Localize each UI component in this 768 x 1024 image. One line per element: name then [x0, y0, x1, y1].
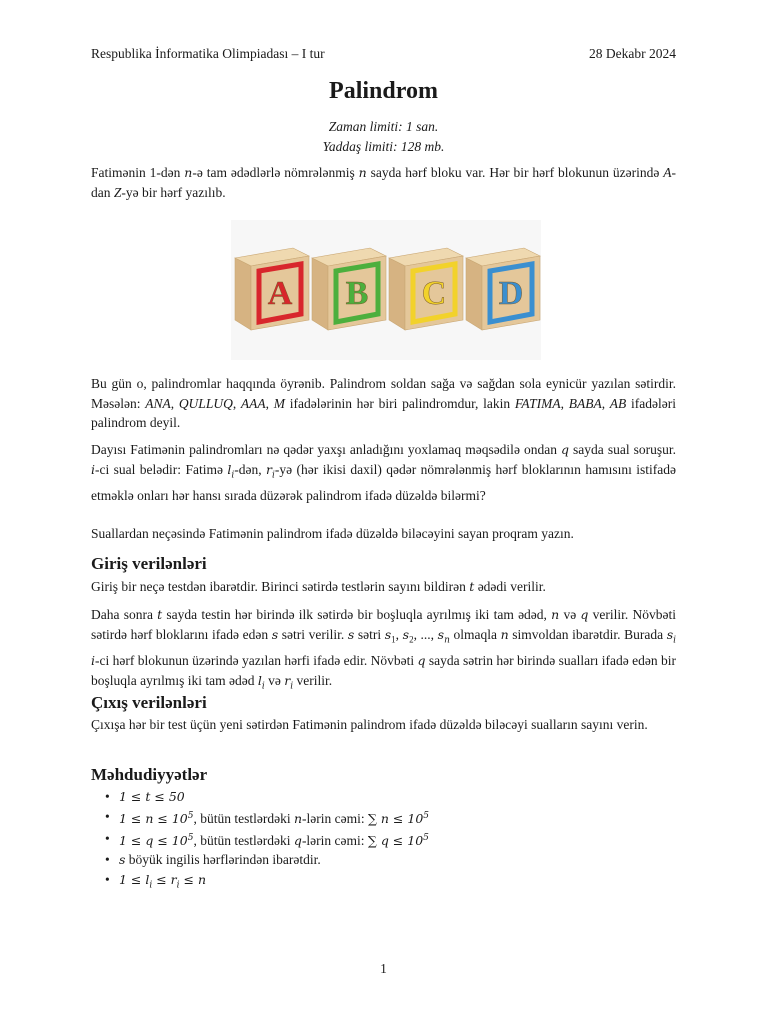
input-paragraph-2: Daha sonra t sayda testin hər birində ilk sətirdə bir boşluqla ayrılmış iki tam ədəd, n və q verilir. Növbəti sətirdə hərf bloklarını ifadə edən s sətri verilir. s sətri $s_1$, $s_2$, ..., $s_n$ olmaqla n simvoldan ibarətdir. Burada $s_i$ i-ci hərf blokunun üzərində yazılan hərfi ifadə edir. Növbəti q sayda sətrin hər birində sualları ifadə edən bir boşluqla ayrılmış iki tam ədəd $l_i$ və $r_i$ verilir.	[91, 607, 676, 692]
block-letter: A	[267, 275, 293, 312]
question-paragraph: Dayısı Fatimənin palindromları nə qədər yaxşı anladığını yoxlamaq məqsədilə ondan q sayda sual soruşur. i-ci sual belədir: Fatimə $l_i$-dən, $r_i-yə$ (hər ikisi daxil) qədər nömrələnmiş hərf bloklarının hamısını istifadə etməklə onları hər hansı sırada düzərək palindrom ifadə düzəldə bilərmi?	[91, 442, 676, 503]
constraint-n: • $1 \le n \le 10^5$, bütün testlərdəki n-lərin cəmi: ∑ $n \le 10^5$	[91, 807, 676, 829]
task-paragraph: Suallardan neçəsində Fatimənin palindrom ifadə düzəldə biləcəyini sayan proqram yazın.	[91, 526, 574, 541]
block-letter: B	[345, 275, 369, 312]
page-header	[91, 46, 676, 62]
problem-title: Palindrom	[329, 78, 438, 104]
output-heading: Çıxış verilənləri	[91, 693, 207, 712]
memory-limit: Yaddaş limiti: 128 mb.	[322, 139, 445, 154]
intro-paragraph: Fatimənin 1-dən n-ə tam ədədlərlə nömrələnmiş n sayda hərf bloku var. Hər bir hərf blokunun üzərində A-dan Z-yə bir hərf yazılıb.	[91, 165, 677, 200]
constraints-heading: Məhdudiyyətlər	[91, 765, 208, 784]
block-letter: C	[421, 275, 447, 312]
abcd-blocks-image	[231, 220, 541, 360]
output-paragraph: Çıxışa hər bir test üçün yeni sətirdən Fatimənin palindrom ifadə düzəldə biləcəyi sualların sayını verin.	[91, 717, 648, 732]
palindrome-definition: Bu gün o, palindromlar haqqında öyrənib. Palindrom soldan sağa və sağdan sola eynicür yazılan sətirdir. Məsələn: ANA, QULLUQ, AAA, M ifadələrinin hər biri palindromdur, lakin FATIMA, BABA, AB ifadələri palindrom deyil.	[91, 376, 676, 431]
block-b	[312, 248, 386, 330]
constraint-l-r: • $1 \le l_i \le r_i \le n$	[91, 870, 676, 896]
constraints-list	[91, 787, 676, 896]
input-paragraph-1: Giriş bir neçə testdən ibarətdir. Birinci sətirdə testlərin sayını bildirən t ədədi verilir.	[91, 579, 546, 594]
header-left: Respublika İnformatika Olimpiadası – I tur	[91, 46, 325, 61]
constraint-t: • 1 ≤ t ≤ 50	[91, 787, 676, 807]
page-number: 1	[380, 961, 387, 976]
block-a	[235, 248, 309, 330]
time-limit: Zaman limiti: 1 san.	[328, 119, 439, 134]
block-c	[389, 248, 463, 330]
header-right: 28 Dekabr 2024	[589, 46, 676, 61]
constraint-s: • s böyük ingilis hərflərindən ibarətdir.	[91, 850, 676, 870]
block-d	[466, 248, 540, 330]
block-letter: D	[498, 275, 524, 312]
constraint-q: • $1 \le q \le 10^5$, bütün testlərdəki q-lərin cəmi: ∑ $q \le 10^5$	[91, 829, 676, 851]
input-heading: Giriş verilənləri	[91, 554, 207, 573]
limits	[91, 117, 676, 157]
